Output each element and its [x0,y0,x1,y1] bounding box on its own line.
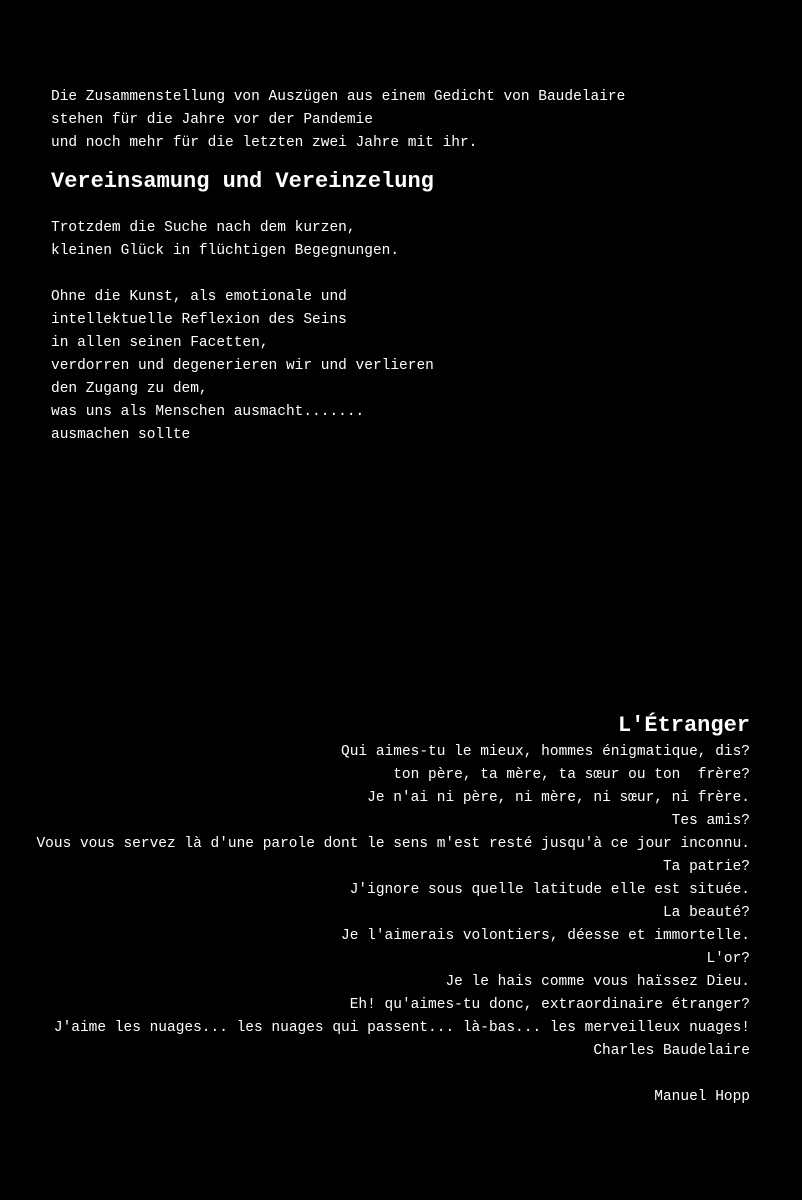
paragraph-line: was uns als Menschen ausmacht....... [51,404,365,420]
signature: Manuel Hopp [654,1089,750,1105]
paragraph-line: kleinen Glück in flüchtigen Begegnungen. [51,243,400,259]
poem-line: La beauté? [662,905,750,921]
paragraph-search [51,217,771,263]
poem-line: Je le hais comme vous haïssez Dieu. [445,974,750,990]
poem-line: J'ignore sous quelle latitude elle est située. [349,882,750,898]
paragraph-line: ausmachen sollte [51,427,191,443]
poem-line: Vous vous servez là d'une parole dont le sens m'est resté jusqu'à ce jour inconnu. [36,836,750,852]
poem-line: Tes amis? [671,813,750,829]
paragraph-line: verdorren und degenerieren wir und verlieren [51,358,434,374]
poem-line: Je l'aimerais volontiers, déesse et immortelle. [341,928,750,944]
paragraph-line: in allen seinen Facetten, [51,335,269,351]
paragraph-art [51,286,771,447]
paragraph-line: Trotzdem die Suche nach dem kurzen, [51,220,356,236]
main-heading: Vereinsamung und Vereinzelung [51,169,434,194]
poem-line: Eh! qu'aimes-tu donc, extraordinaire étranger? [349,997,750,1013]
poem-line: Qui aimes-tu le mieux, hommes énigmatique, dis? [341,744,750,760]
intro-section [51,86,771,447]
intro-line: Die Zusammenstellung von Auszügen aus einem Gedicht von Baudelaire [51,89,626,105]
poem-line: ton père, ta mère, ta sœur ou ton frère? [393,767,750,783]
paragraph-line: Ohne die Kunst, als emotionale und [51,289,347,305]
poem-author: Charles Baudelaire [593,1043,750,1059]
intro-line: stehen für die Jahre vor der Pandemie [51,112,373,128]
poem-title: L'Étranger [617,713,750,738]
poem-line: Ta patrie? [662,859,750,875]
poem-line: L'or? [706,951,750,967]
intro-line: und noch mehr für die letzten zwei Jahre mit ihr. [51,135,478,151]
paragraph-line: den Zugang zu dem, [51,381,208,397]
poem-line: Je n'ai ni père, ni mère, ni sœur, ni frère. [367,790,750,806]
poem-section [30,710,750,1109]
intro-text [51,86,771,155]
poem-line: J'aime les nuages... les nuages qui passent... là-bas... les merveilleux nuages! [53,1020,750,1036]
paragraph-line: intellektuelle Reflexion des Seins [51,312,347,328]
